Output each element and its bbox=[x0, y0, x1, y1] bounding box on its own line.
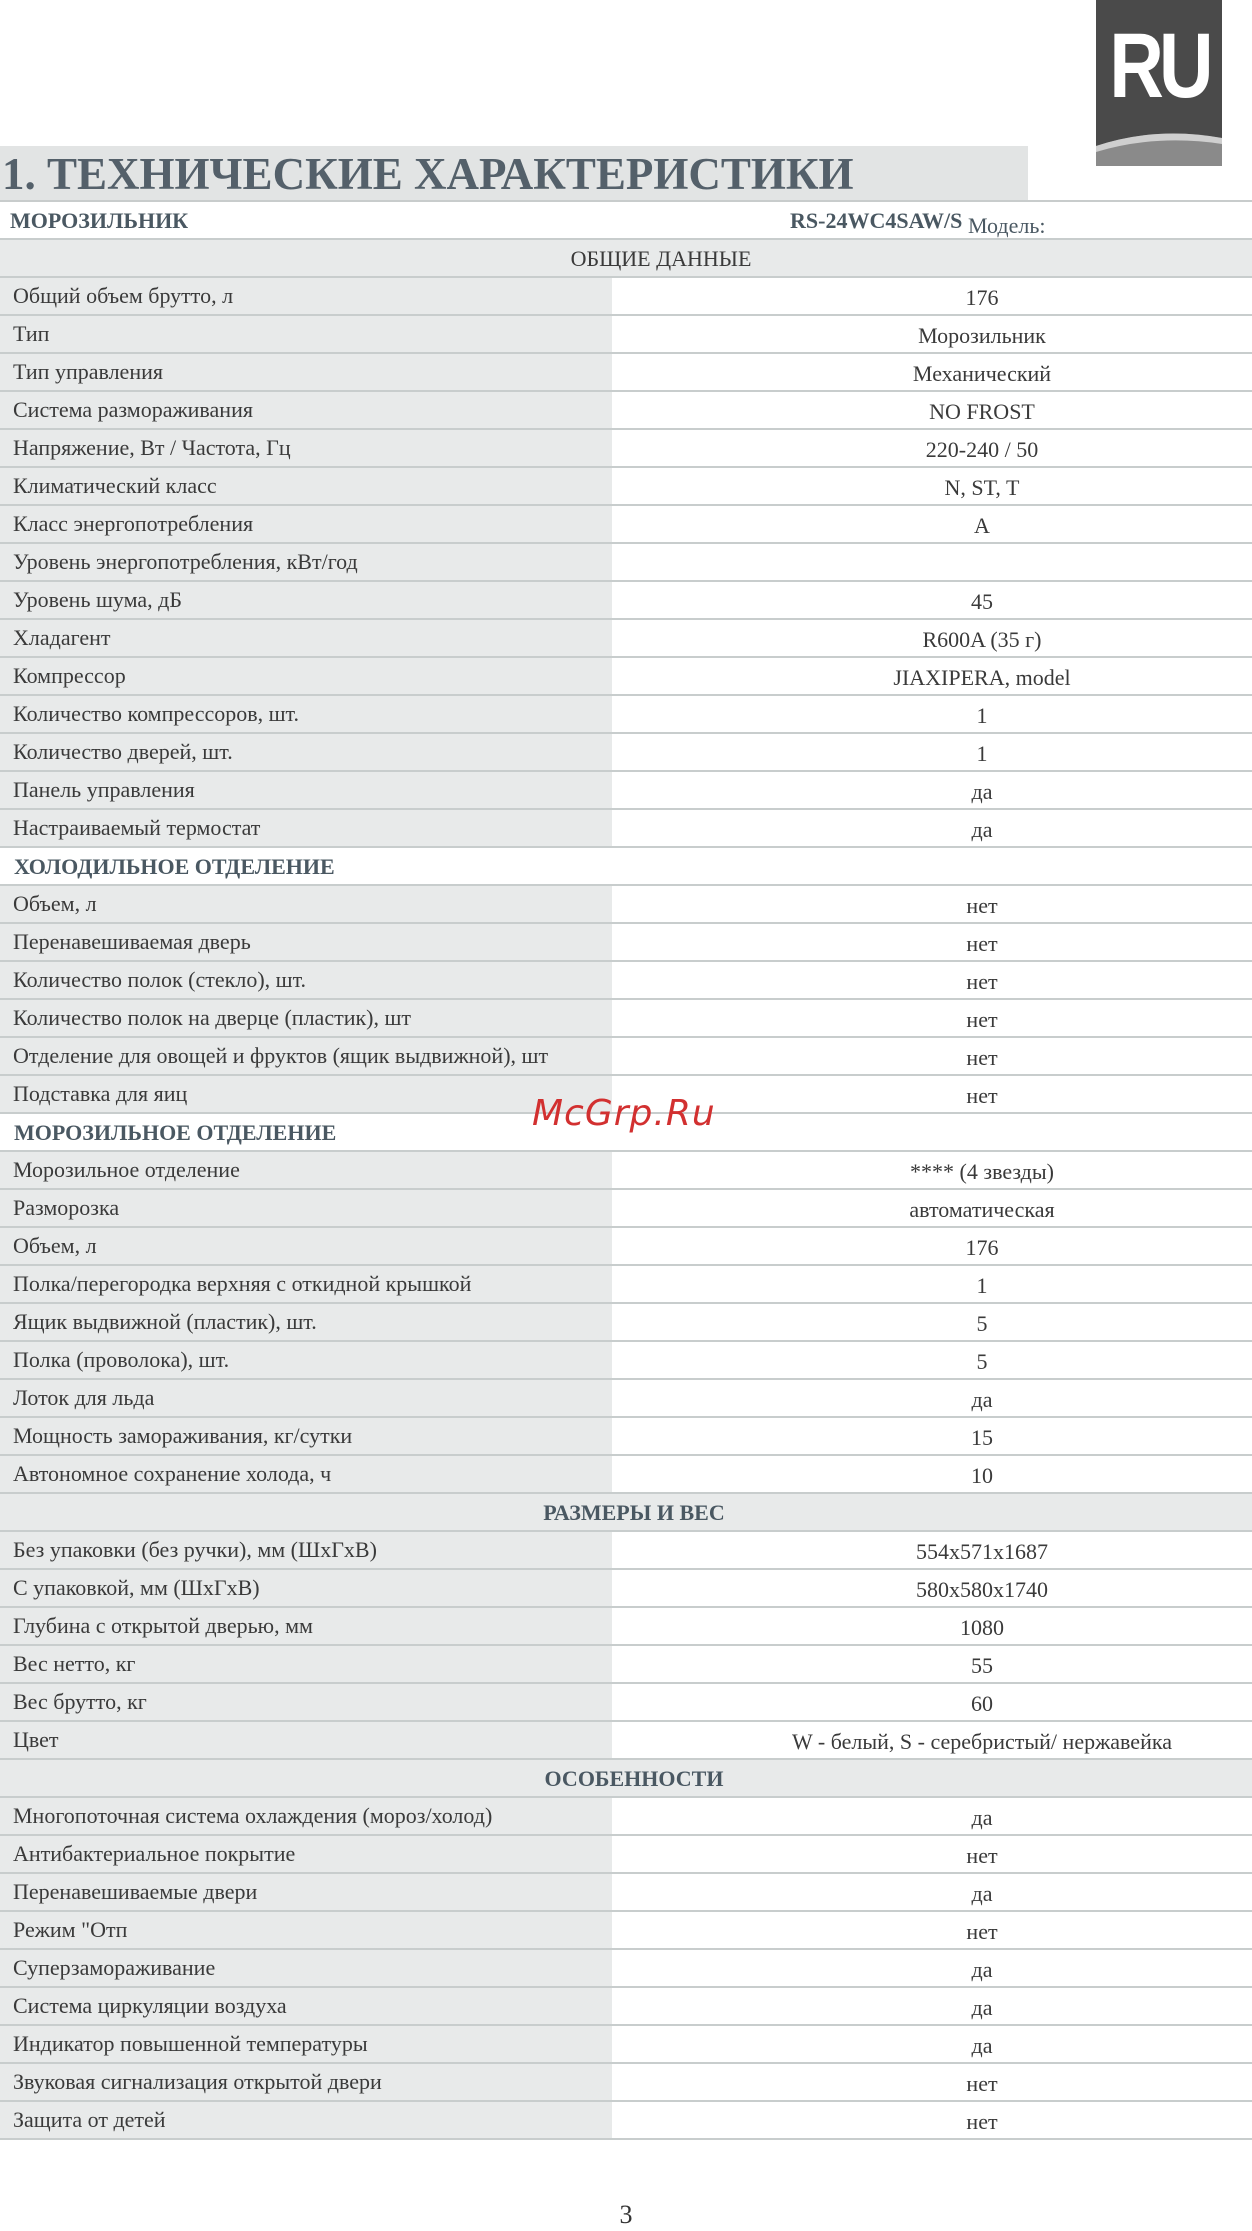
table-row bbox=[0, 1304, 1252, 1342]
spec-label: Защита от детей bbox=[13, 2107, 166, 2132]
spec-table bbox=[0, 202, 1252, 2140]
spec-label: Морозильное отделение bbox=[13, 1157, 240, 1182]
spec-value: 5 bbox=[976, 1349, 988, 1374]
table-row bbox=[0, 1266, 1252, 1304]
spec-label: Полка (проволока), шт. bbox=[13, 1347, 230, 1372]
table-row bbox=[0, 696, 1252, 734]
document-title-bar bbox=[0, 146, 1028, 200]
spec-label: Суперзамораживание bbox=[13, 1955, 216, 1980]
spec-label: Перенавешиваемая дверь bbox=[13, 929, 251, 954]
spec-value: **** (4 звезды) bbox=[910, 1159, 1054, 1184]
spec-value: A bbox=[974, 513, 990, 538]
table-row bbox=[0, 1532, 1252, 1570]
spec-label: Звуковая сигнализация открытой двери bbox=[13, 2069, 382, 2094]
document-title: 1. ТЕХНИЧЕСКИЕ ХАРАКТЕРИСТИКИ bbox=[2, 149, 854, 199]
model-row bbox=[0, 202, 1252, 240]
product-type: МОРОЗИЛЬНИК bbox=[10, 208, 189, 233]
spec-value: да bbox=[971, 1881, 993, 1906]
page-number: 3 bbox=[619, 2200, 633, 2229]
spec-value: 1 bbox=[976, 741, 988, 766]
spec-value: да bbox=[971, 817, 993, 842]
spec-value: N, ST, T bbox=[944, 475, 1020, 500]
spec-label: С упаковкой, мм (ШхГхВ) bbox=[13, 1575, 260, 1600]
table-row bbox=[0, 2026, 1252, 2064]
spec-label: Напряжение, Вт / Частота, Гц bbox=[13, 435, 291, 460]
table-row bbox=[0, 658, 1252, 696]
spec-value: Морозильник bbox=[918, 323, 1046, 348]
spec-label: Режим "Отп bbox=[13, 1917, 128, 1942]
spec-label: Панель управления bbox=[13, 777, 195, 802]
table-row bbox=[0, 1038, 1252, 1076]
table-row bbox=[0, 1798, 1252, 1836]
spec-label: Настраиваемый термостат bbox=[13, 815, 261, 840]
spec-value: да bbox=[971, 1387, 993, 1412]
spec-label: Без упаковки (без ручки), мм (ШхГхВ) bbox=[13, 1537, 377, 1562]
table-row bbox=[0, 1912, 1252, 1950]
spec-value: 1080 bbox=[960, 1615, 1004, 1640]
spec-value: 554x571x1687 bbox=[916, 1539, 1048, 1564]
spec-value: нет bbox=[966, 893, 998, 918]
spec-value: 15 bbox=[971, 1425, 993, 1450]
table-row bbox=[0, 1000, 1252, 1038]
spec-label: Тип bbox=[13, 321, 50, 346]
spec-value: 45 bbox=[971, 589, 993, 614]
table-row bbox=[0, 1874, 1252, 1912]
table-row bbox=[0, 506, 1252, 544]
spec-value: да bbox=[971, 2033, 993, 2058]
section-header bbox=[0, 1760, 1252, 1798]
spec-value: да bbox=[971, 1995, 993, 2020]
table-row bbox=[0, 1684, 1252, 1722]
spec-label: Вес брутто, кг bbox=[13, 1689, 147, 1714]
spec-label: Автономное сохранение холода, ч bbox=[13, 1461, 332, 1486]
spec-value: R600A (35 г) bbox=[922, 627, 1042, 652]
spec-label: Мощность замораживания, кг/сутки bbox=[13, 1423, 353, 1448]
table-row bbox=[0, 354, 1252, 392]
spec-value: JIAXIPERA, model bbox=[893, 665, 1071, 690]
spec-label: Общий объем брутто, л bbox=[13, 283, 234, 308]
table-row bbox=[0, 1228, 1252, 1266]
table-row bbox=[0, 392, 1252, 430]
spec-label: Лоток для льда bbox=[13, 1385, 155, 1410]
spec-label: Многопоточная система охлаждения (мороз/холод) bbox=[13, 1803, 493, 1828]
spec-label: Количество компрессоров, шт. bbox=[13, 701, 300, 726]
spec-value: Механический bbox=[912, 361, 1052, 386]
table-row bbox=[0, 1836, 1252, 1874]
spec-label: Количество полок (стекло), шт. bbox=[13, 967, 307, 992]
section-header bbox=[0, 240, 1252, 278]
table-row bbox=[0, 810, 1252, 848]
spec-label: Индикатор повышенной температуры bbox=[13, 2031, 368, 2056]
section-header bbox=[0, 848, 1252, 886]
table-row bbox=[0, 1646, 1252, 1684]
spec-label: Вес нетто, кг bbox=[13, 1651, 136, 1676]
spec-label: Антибактериальное покрытие bbox=[13, 1841, 296, 1866]
spec-label: Хладагент bbox=[13, 625, 111, 650]
table-row bbox=[0, 1456, 1252, 1494]
table-row bbox=[0, 1988, 1252, 2026]
spec-label: Уровень энергопотребления, кВт/год bbox=[13, 549, 358, 574]
table-row bbox=[0, 2064, 1252, 2102]
section-title: ОСОБЕННОСТИ bbox=[544, 1766, 724, 1791]
spec-value: нет bbox=[966, 931, 998, 956]
spec-value: автоматическая bbox=[909, 1197, 1055, 1222]
table-row bbox=[0, 1950, 1252, 1988]
spec-label: Объем, л bbox=[13, 1233, 97, 1258]
language-badge bbox=[1096, 0, 1222, 166]
section-title: ОБЩИЕ ДАННЫЕ bbox=[570, 246, 752, 271]
spec-label: Количество полок на дверце (пластик), шт bbox=[13, 1005, 412, 1030]
table-row bbox=[0, 924, 1252, 962]
table-row bbox=[0, 278, 1252, 316]
spec-value: 580x580x1740 bbox=[916, 1577, 1048, 1602]
spec-value: да bbox=[971, 1805, 993, 1830]
spec-value: да bbox=[971, 1957, 993, 1982]
table-row bbox=[0, 1608, 1252, 1646]
spec-value: нет bbox=[966, 2109, 998, 2134]
spec-label: Система циркуляции воздуха bbox=[13, 1993, 287, 2018]
spec-value: 55 bbox=[971, 1653, 993, 1678]
table-row bbox=[0, 1570, 1252, 1608]
page-curl-icon bbox=[1096, 116, 1222, 166]
spec-label: Система размораживания bbox=[13, 397, 253, 422]
spec-value: 176 bbox=[965, 285, 999, 310]
spec-label: Глубина с открытой дверью, мм bbox=[13, 1613, 313, 1638]
spec-value: нет bbox=[966, 1083, 998, 1108]
table-row bbox=[0, 468, 1252, 506]
language-code: RU bbox=[1109, 15, 1209, 117]
spec-value: нет bbox=[966, 969, 998, 994]
spec-label: Тип управления bbox=[13, 359, 163, 384]
spec-value: 176 bbox=[965, 1235, 999, 1260]
spec-label: Отделение для овощей и фруктов (ящик выдвижной), шт bbox=[13, 1043, 549, 1068]
spec-value: 10 bbox=[971, 1463, 993, 1488]
table-row bbox=[0, 1190, 1252, 1228]
spec-value: NO FROST bbox=[929, 399, 1035, 424]
spec-label: Разморозка bbox=[13, 1195, 120, 1220]
section-title: МОРОЗИЛЬНОЕ ОТДЕЛЕНИЕ bbox=[14, 1120, 337, 1145]
spec-label: Климатический класс bbox=[13, 473, 217, 498]
table-row bbox=[0, 1418, 1252, 1456]
table-row bbox=[0, 886, 1252, 924]
spec-label: Подставка для яиц bbox=[13, 1081, 188, 1106]
spec-label: Ящик выдвижной (пластик), шт. bbox=[13, 1309, 317, 1334]
spec-value: 60 bbox=[971, 1691, 993, 1716]
spec-label: Класс энергопотребления bbox=[13, 511, 254, 536]
table-row bbox=[0, 772, 1252, 810]
spec-label: Полка/перегородка верхняя с откидной крышкой bbox=[13, 1271, 472, 1296]
spec-value: 1 bbox=[976, 703, 988, 728]
model-info bbox=[790, 207, 1046, 238]
spec-value: нет bbox=[966, 1007, 998, 1032]
spec-label: Цвет bbox=[13, 1727, 59, 1752]
spec-value: нет bbox=[966, 1045, 998, 1070]
spec-value: нет bbox=[966, 1919, 998, 1944]
section-title: РАЗМЕРЫ И ВЕС bbox=[543, 1500, 725, 1525]
spec-label: Перенавешиваемые двери bbox=[13, 1879, 258, 1904]
table-row bbox=[0, 1342, 1252, 1380]
spec-value: нет bbox=[966, 2071, 998, 2096]
spec-value: 5 bbox=[976, 1311, 988, 1336]
section-header bbox=[0, 1494, 1252, 1532]
spec-label: Объем, л bbox=[13, 891, 97, 916]
spec-value: 220-240 / 50 bbox=[925, 437, 1039, 462]
spec-value: нет bbox=[966, 1843, 998, 1868]
spec-value: 1 bbox=[976, 1273, 988, 1298]
table-row bbox=[0, 620, 1252, 658]
table-row bbox=[0, 430, 1252, 468]
section-title: ХОЛОДИЛЬНОЕ ОТДЕЛЕНИЕ bbox=[14, 854, 335, 879]
spec-label: Компрессор bbox=[13, 663, 126, 688]
table-row bbox=[0, 1722, 1252, 1760]
model-number: RS-24WC4SAW/S bbox=[790, 208, 963, 233]
table-row bbox=[0, 544, 1252, 582]
table-row bbox=[0, 316, 1252, 354]
watermark: McGrp.Ru bbox=[532, 1093, 716, 1134]
table-row bbox=[0, 734, 1252, 772]
table-row bbox=[0, 1380, 1252, 1418]
model-label: Модель: bbox=[968, 213, 1046, 238]
spec-label: Количество дверей, шт. bbox=[13, 739, 233, 764]
table-row bbox=[0, 2102, 1252, 2140]
table-row bbox=[0, 582, 1252, 620]
spec-label: Уровень шума, дБ bbox=[13, 587, 182, 612]
spec-value: W - белый, S - серебристый/ нержавейка bbox=[792, 1729, 1172, 1754]
table-row bbox=[0, 962, 1252, 1000]
spec-value: да bbox=[971, 779, 993, 804]
table-row bbox=[0, 1152, 1252, 1190]
